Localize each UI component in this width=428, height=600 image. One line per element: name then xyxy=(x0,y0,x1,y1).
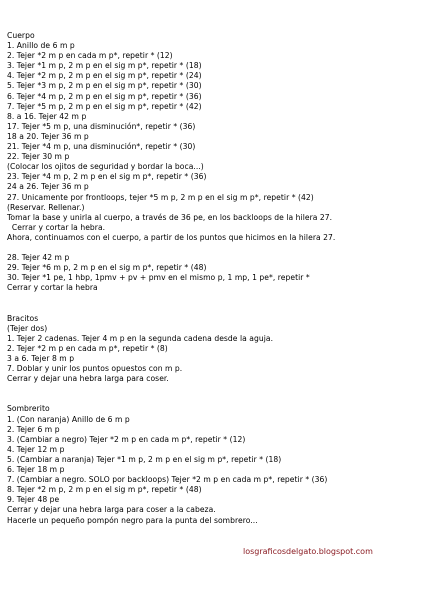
pattern-line: 1. Tejer 2 cadenas. Tejer 4 m p en la segunda cadena desde la aguja. xyxy=(7,333,274,343)
pattern-line: 7. (Cambiar a negro. SOLO por backloops) Tejer *2 m p en cada m p*, repetir * (36) xyxy=(7,475,328,485)
section-heading-bracitos: Bracitos xyxy=(7,313,39,323)
pattern-line: Tomar la base y unirla al cuerpo, a través de 36 pe, en los backloops de la hilera 27. xyxy=(7,212,333,222)
pattern-line: Cerrar y cortar la hebra. xyxy=(7,222,106,232)
pattern-line: 4. Tejer 12 m p xyxy=(7,444,65,454)
pattern-note: (Colocar los ojitos de seguridad y bordar la boca...) xyxy=(7,162,204,172)
pattern-line: 6. Tejer *4 m p, 2 m p en el sig m p*, repetir * (36) xyxy=(7,91,202,101)
pattern-line: Ahora, continuamos con el cuerpo, a partir de los puntos que hicimos en la hilera 27. xyxy=(7,232,336,242)
pattern-line: 9. Tejer 48 pe xyxy=(7,495,60,505)
pattern-line: 5. Tejer *3 m p, 2 m p en el sig m p*, repetir * (30) xyxy=(7,81,202,91)
pattern-line: 7. Doblar y unir los puntos opuestos con m p. xyxy=(7,364,183,374)
pattern-line: 3. Tejer *1 m p, 2 m p en el sig m p*, repetir * (18) xyxy=(7,61,202,71)
section-heading-sombrerito: Sombrerito xyxy=(7,404,50,414)
pattern-line: 21. Tejer *4 m p, una disminución*, repetir * (30) xyxy=(7,142,196,152)
pattern-line: 30. Tejer *1 pe, 1 hbp, 1pmv + pv + pmv en el mismo p, 1 mp, 1 pe*, repetir * xyxy=(7,273,310,283)
blank-line xyxy=(7,293,425,303)
pattern-line: 8. Tejer *2 m p, 2 m p en el sig m p*, repetir * (48) xyxy=(7,485,202,495)
pattern-line: 18 a 20. Tejer 36 m p xyxy=(7,131,89,141)
pattern-line: 29. Tejer *6 m p, 2 m p en el sig m p*, repetir * (48) xyxy=(7,263,207,273)
pattern-line: Hacerle un pequeño pompón negro para la punta del sombrero... xyxy=(7,515,258,525)
pattern-line: 27. Unicamente por frontloops, tejer *5 m p, 2 m p en el sig m p*, repetir * (42) xyxy=(7,192,314,202)
pattern-line: 2. Tejer *2 m p en cada m p*, repetir * (12) xyxy=(7,51,173,61)
pattern-note: (Tejer dos) xyxy=(7,323,48,333)
pattern-line: 22. Tejer 30 m p xyxy=(7,152,70,162)
blank-line xyxy=(7,394,425,404)
pattern-line: 1. (Con naranja) Anillo de 6 m p xyxy=(7,414,130,424)
pattern-line: 17. Tejer *5 m p, una disminución*, repetir * (36) xyxy=(7,121,196,131)
blank-line xyxy=(7,384,425,394)
blog-url: losgraficosdelgato.blogspot.com xyxy=(243,547,373,556)
pattern-line: Cerrar y dejar una hebra larga para coser. xyxy=(7,374,169,384)
pattern-line: 6. Tejer 18 m p xyxy=(7,465,65,475)
pattern-note: (Reservar. Rellenar.) xyxy=(7,202,85,212)
pattern-line: 3. (Cambiar a negro) Tejer *2 m p en cada m p*, repetir * (12) xyxy=(7,434,246,444)
blank-line xyxy=(7,304,425,314)
pattern-text xyxy=(7,31,425,526)
pattern-line: 5. (Cambiar a naranja) Tejer *1 m p, 2 m p en el sig m p*, repetir * (18) xyxy=(7,454,282,464)
blank-line xyxy=(7,243,425,253)
pattern-line: 7. Tejer *5 m p, 2 m p en el sig m p*, repetir * (42) xyxy=(7,101,202,111)
pattern-line: 28. Tejer 42 m p xyxy=(7,253,70,263)
pattern-line: Cerrar y cortar la hebra xyxy=(7,283,98,293)
pattern-line: 24 a 26. Tejer 36 m p xyxy=(7,182,89,192)
pattern-line: 4. Tejer *2 m p, 2 m p en el sig m p*, repetir * (24) xyxy=(7,71,202,81)
pattern-line: 2. Tejer *2 m p en cada m p*, repetir * (8) xyxy=(7,343,168,353)
pattern-line: Cerrar y dejar una hebra larga para coser a la cabeza. xyxy=(7,505,216,515)
pattern-line: 3 a 6. Tejer 8 m p xyxy=(7,354,75,363)
pattern-line: 2. Tejer 6 m p xyxy=(7,424,60,434)
pattern-line: 23. Tejer *4 m p, 2 m p en el sig m p*, repetir * (36) xyxy=(7,172,207,182)
pattern-line: 8. a 16. Tejer 42 m p xyxy=(7,111,87,121)
pattern-line: 1. Anillo de 6 m p xyxy=(7,41,75,51)
section-heading-cuerpo: Cuerpo xyxy=(7,31,35,40)
